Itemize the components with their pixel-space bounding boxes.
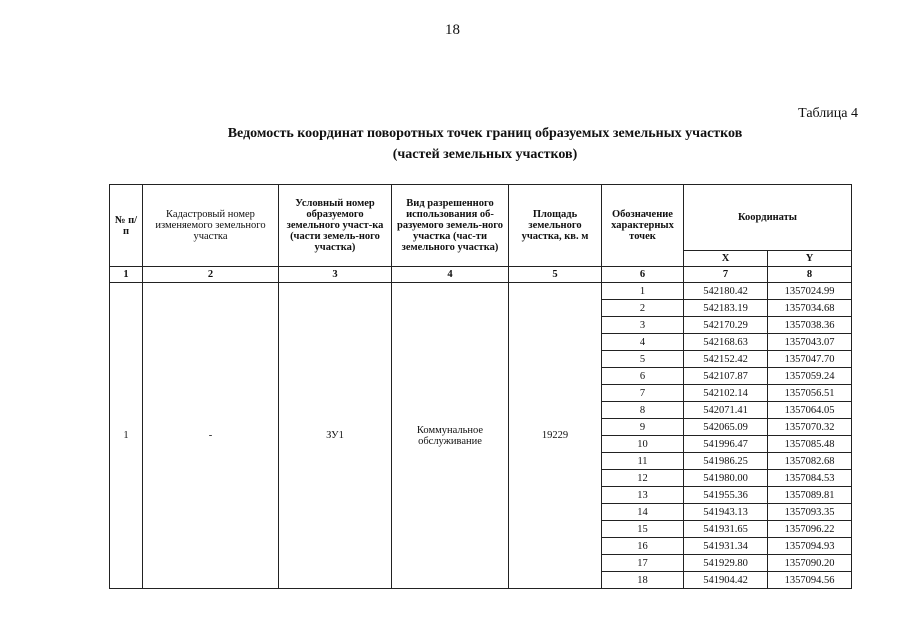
point-y: 1357096.22 bbox=[768, 521, 852, 538]
header-point-designation: Обозначение характерных точек bbox=[602, 185, 684, 267]
document-title: Ведомость координат поворотных точек границ образуемых земельных участков bbox=[227, 126, 743, 141]
point-y: 1357094.56 bbox=[768, 572, 852, 589]
point-number: 14 bbox=[602, 504, 684, 521]
point-number: 17 bbox=[602, 555, 684, 572]
point-x: 542152.42 bbox=[684, 351, 768, 368]
point-number: 1 bbox=[602, 283, 684, 300]
point-y: 1357090.20 bbox=[768, 555, 852, 572]
header-conditional: Условный номер образуемого земельного участ-ка (части земель-ного участка) bbox=[279, 185, 392, 267]
header-cadastral: Кадастровый номер изменяемого земельного участка bbox=[143, 185, 279, 267]
point-x: 542102.14 bbox=[684, 385, 768, 402]
document-subtitle: (частей земельных участков) bbox=[392, 147, 578, 162]
column-number: 5 bbox=[509, 267, 602, 283]
point-number: 6 bbox=[602, 368, 684, 385]
column-number: 7 bbox=[684, 267, 768, 283]
parcel-cadastral: - bbox=[143, 283, 279, 589]
point-number: 2 bbox=[602, 300, 684, 317]
point-x: 542107.87 bbox=[684, 368, 768, 385]
point-number: 4 bbox=[602, 334, 684, 351]
point-y: 1357059.24 bbox=[768, 368, 852, 385]
point-y: 1357070.32 bbox=[768, 419, 852, 436]
point-y: 1357094.93 bbox=[768, 538, 852, 555]
point-x: 542180.42 bbox=[684, 283, 768, 300]
parcel-conditional-number: ЗУ1 bbox=[279, 283, 392, 589]
point-number: 12 bbox=[602, 470, 684, 487]
point-x: 541904.42 bbox=[684, 572, 768, 589]
point-x: 541929.80 bbox=[684, 555, 768, 572]
point-y: 1357038.36 bbox=[768, 317, 852, 334]
point-number: 18 bbox=[602, 572, 684, 589]
header-row bbox=[110, 185, 852, 251]
point-x: 541986.25 bbox=[684, 453, 768, 470]
column-number: 8 bbox=[768, 267, 852, 283]
point-x: 541931.65 bbox=[684, 521, 768, 538]
point-number: 8 bbox=[602, 402, 684, 419]
point-x: 542183.19 bbox=[684, 300, 768, 317]
header-x: X bbox=[684, 251, 768, 267]
header-use-type: Вид разрешенного использования об-разуемого земель-ного участка (час-ти земельного участка) bbox=[392, 185, 509, 267]
point-y: 1357024.99 bbox=[768, 283, 852, 300]
header-area: Площадь земельного участка, кв. м bbox=[509, 185, 602, 267]
point-number: 13 bbox=[602, 487, 684, 504]
column-number: 3 bbox=[279, 267, 392, 283]
coordinates-table bbox=[109, 184, 852, 589]
point-y: 1357089.81 bbox=[768, 487, 852, 504]
table-label: Таблица 4 bbox=[798, 106, 858, 121]
point-y: 1357047.70 bbox=[768, 351, 852, 368]
column-number: 1 bbox=[110, 267, 143, 283]
point-y: 1357064.05 bbox=[768, 402, 852, 419]
page-number: 18 bbox=[445, 22, 460, 38]
point-x: 542170.29 bbox=[684, 317, 768, 334]
point-x: 541996.47 bbox=[684, 436, 768, 453]
column-number: 2 bbox=[143, 267, 279, 283]
column-number: 6 bbox=[602, 267, 684, 283]
parcel-num: 1 bbox=[110, 283, 143, 589]
column-numbers-row bbox=[110, 267, 852, 283]
point-number: 5 bbox=[602, 351, 684, 368]
point-y: 1357085.48 bbox=[768, 436, 852, 453]
point-x: 542065.09 bbox=[684, 419, 768, 436]
point-y: 1357082.68 bbox=[768, 453, 852, 470]
point-y: 1357084.53 bbox=[768, 470, 852, 487]
point-number: 7 bbox=[602, 385, 684, 402]
point-x: 541955.36 bbox=[684, 487, 768, 504]
parcel-area: 19229 bbox=[509, 283, 602, 589]
point-x: 542168.63 bbox=[684, 334, 768, 351]
point-y: 1357043.07 bbox=[768, 334, 852, 351]
header-y: Y bbox=[768, 251, 852, 267]
point-x: 541980.00 bbox=[684, 470, 768, 487]
table-row bbox=[110, 283, 852, 300]
point-y: 1357093.35 bbox=[768, 504, 852, 521]
point-x: 542071.41 bbox=[684, 402, 768, 419]
point-number: 16 bbox=[602, 538, 684, 555]
parcel-use-type: Коммунальное обслуживание bbox=[392, 283, 509, 589]
point-number: 15 bbox=[602, 521, 684, 538]
point-number: 9 bbox=[602, 419, 684, 436]
point-x: 541943.13 bbox=[684, 504, 768, 521]
point-y: 1357056.51 bbox=[768, 385, 852, 402]
point-number: 11 bbox=[602, 453, 684, 470]
point-x: 541931.34 bbox=[684, 538, 768, 555]
point-number: 10 bbox=[602, 436, 684, 453]
point-number: 3 bbox=[602, 317, 684, 334]
header-coordinates: Координаты bbox=[684, 185, 852, 251]
header-num: № п/п bbox=[110, 185, 143, 267]
column-number: 4 bbox=[392, 267, 509, 283]
point-y: 1357034.68 bbox=[768, 300, 852, 317]
